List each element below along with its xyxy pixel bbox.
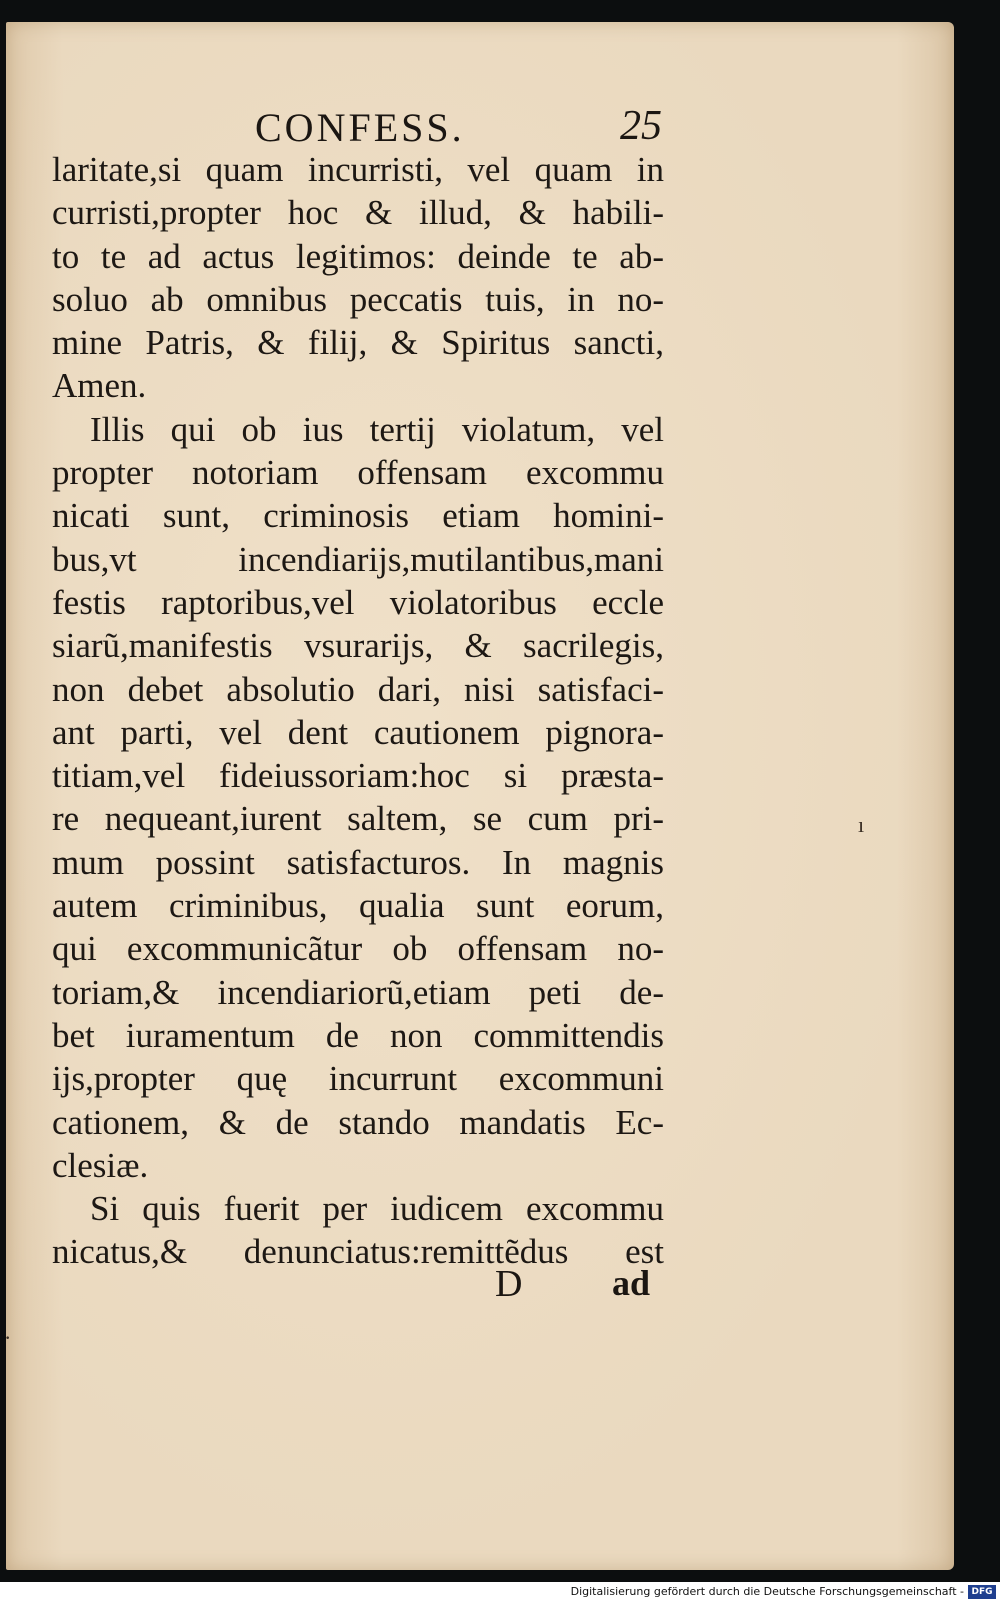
text-line: bus,vt incendiarijs,mutilantibus,mani [52, 539, 664, 579]
digitization-credit: Digitalisierung gefördert durch die Deutsche Forschungsgemeinschaft - [570, 1585, 964, 1598]
page-number: 25 [620, 103, 662, 149]
text-line: nicatus,& denunciatus:remittẽdus est [52, 1232, 664, 1272]
text-line: Illis qui ob ius tertij violatum, vel [90, 409, 664, 449]
page-footer [0, 1262, 1000, 1312]
text-line: festis raptoribus,vel violatoribus eccle [52, 582, 664, 622]
text-line: curristi,propter hoc & illud, & habili- [52, 193, 664, 233]
running-title: CONFESS. [255, 105, 465, 150]
text-line: cationem, & de stando mandatis Ec- [52, 1102, 664, 1142]
text-line: laritate,si quam incurristi, vel quam in [52, 150, 664, 189]
text-line: non debet absolutio dari, nisi satisfaci- [52, 669, 664, 709]
text-line: nicati sunt, criminosis etiam homini- [52, 496, 664, 536]
text-line: autem criminibus, qualia sunt eorum, [52, 886, 664, 926]
text-line: clesiæ. [52, 1145, 149, 1185]
text-line: soluo ab omnibus peccatis tuis, in no- [52, 279, 664, 319]
text-line: ijs,propter quę incurrunt excommuni [52, 1059, 664, 1099]
text-line: Amen. [52, 366, 147, 406]
text-line: ant parti, vel dent cautionem pignora- [52, 712, 664, 752]
text-line: to te ad actus legitimos: deinde te ab- [52, 236, 664, 276]
text-line: bet iuramentum de non committendis [52, 1015, 664, 1055]
catchword: ad [612, 1263, 651, 1303]
text-line: re nequeant,iurent saltem, se cum pri- [52, 799, 664, 839]
ink-speck: · [4, 1325, 12, 1350]
text-line: Si quis fuerit per iudicem excommu [90, 1189, 664, 1229]
credit-bar [0, 1582, 1000, 1603]
text-block [52, 148, 664, 1274]
dfg-logo: DFG [968, 1585, 996, 1599]
text-line: titiam,vel fideiussoriam:hoc si præsta- [52, 756, 664, 796]
text-line: propter notoriam offensam excommu [52, 453, 664, 493]
signature-mark: D [495, 1263, 523, 1305]
text-line: toriam,& incendiariorũ,etiam peti de- [52, 972, 664, 1012]
ink-speck: ı [858, 812, 865, 837]
text-line: mum possint satisfacturos. In magnis [52, 842, 664, 882]
text-line: mine Patris, & filij, & Spiritus sancti, [52, 323, 664, 363]
text-line: qui excommunicãtur ob offensam no- [52, 929, 664, 969]
text-line: siarũ,manifestis vsurarijs, & sacrilegis, [52, 626, 664, 666]
